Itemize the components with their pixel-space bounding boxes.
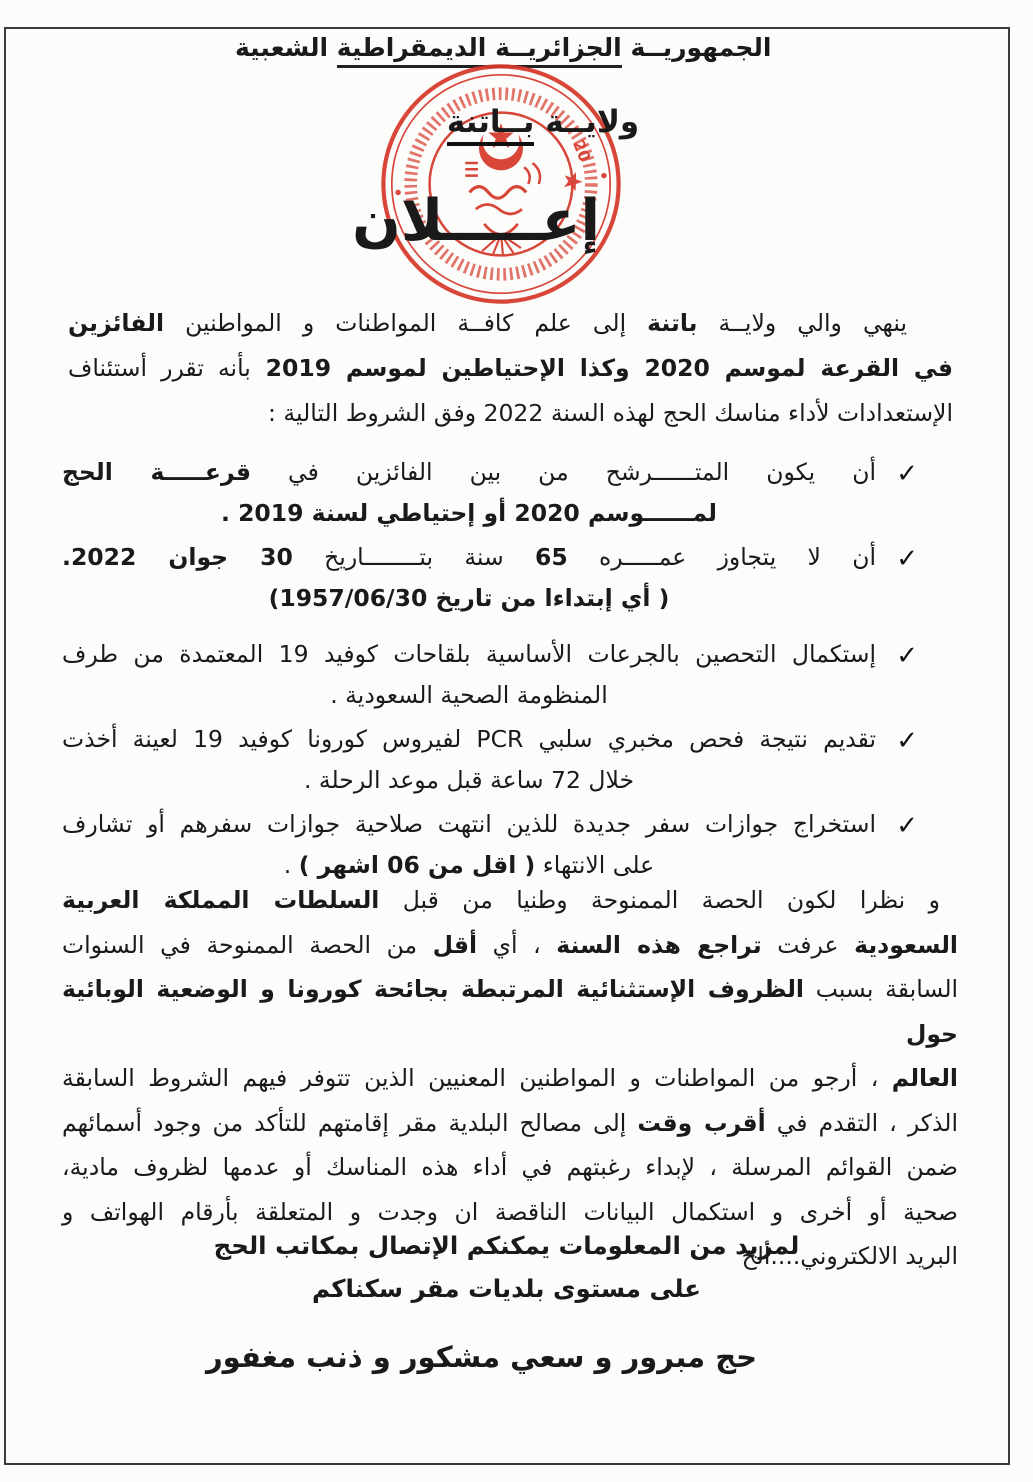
condition-item <box>62 537 918 619</box>
footer-line: لمزيد من المعلومات يمكنكم الإتصال بمكاتب الحج <box>213 1231 800 1260</box>
text-run: لمــــــوسم 2020 أو إحتياطي لسنة 2019 . <box>220 499 718 527</box>
checkmark-icon: ✓ <box>896 544 918 574</box>
text-run: العالم <box>891 1064 958 1092</box>
stamp-rim-year: 20 <box>568 137 595 165</box>
text-run: المنظومة الصحية السعودية . <box>330 681 608 709</box>
condition-item <box>62 719 918 801</box>
condition-line <box>62 804 876 845</box>
text-run: الفائزين <box>68 309 165 337</box>
text-run: على الانتهاء <box>535 851 655 879</box>
text-run: البريد الالكتروني....ألخ <box>741 1242 958 1270</box>
announcement-title: إعـــــلان <box>352 188 600 254</box>
intro-line <box>68 391 953 436</box>
text-run: أن يكون المتــــــرشح من بين الفائزين في <box>250 458 876 486</box>
condition-line <box>62 537 876 578</box>
condition-line <box>62 578 876 619</box>
text-run: السعودية <box>854 930 958 959</box>
condition-item <box>62 634 918 716</box>
footer-line: على مستوى بلديات مقر سكناكم <box>312 1274 701 1303</box>
text-run: عرفت <box>761 930 855 959</box>
intro-paragraph <box>68 301 953 436</box>
closing-line <box>62 923 958 968</box>
text-run: ينهي والي ولايــة <box>697 309 907 337</box>
stamp-wilaya-overlay <box>418 104 668 140</box>
wilaya-word: ولايــة <box>545 104 640 140</box>
header-text-underlined: الجزائريــة الديمقراطية <box>337 33 622 68</box>
text-run: خلال 72 ساعة قبل موعد الرحلة . <box>303 766 635 794</box>
text-run: أقرب وقت <box>637 1108 766 1137</box>
condition-line <box>62 719 876 760</box>
condition-line <box>62 493 876 534</box>
checkmark-icon: ✓ <box>896 459 918 489</box>
text-run: 30 جوان 2022. <box>62 543 293 571</box>
header-text: الجمهوريــة <box>621 33 772 62</box>
text-run: ( اقل من 06 اشهر ) <box>298 851 536 879</box>
checkmark-icon: ✓ <box>896 726 918 756</box>
text-run: سنة بتــــــــاريخ <box>292 543 535 571</box>
text-run: الإستعدادات لأداء مناسك الحج لهذه السنة 2022 وفق الشروط التالية : <box>268 399 953 427</box>
closing-line <box>62 967 958 1056</box>
text-run: قرعـــــة الحج <box>62 458 251 486</box>
intro-line <box>68 346 953 391</box>
closing-paragraph <box>62 878 958 1279</box>
checkmark-icon: ✓ <box>896 811 918 841</box>
text-run: من الحصة الممنوحة في السنوات <box>62 930 433 959</box>
text-run: إستكمال التحصين بالجرعات الأساسية بلقاحات كوفيد 19 المعتمدة من طرف <box>62 640 876 668</box>
info-footer <box>0 1224 1013 1310</box>
farewell-line: حج مبرور و سعي مشكور و ذنب مغفور <box>205 1340 758 1374</box>
text-run: إلى علم كافــة المواطنات و المواطنين <box>164 309 648 337</box>
text-run: ، أي <box>477 930 557 959</box>
wilaya-word-underlined: بــاتنة <box>447 104 535 146</box>
condition-line <box>62 634 876 675</box>
checkmark-icon: ✓ <box>896 641 918 671</box>
closing-line <box>62 1056 958 1101</box>
text-run: صحية أو أخرى و استكمال البيانات الناقصة ان وجدت و المتعلقة بأرقام الهواتف و <box>62 1197 958 1226</box>
text-run: أقل <box>432 930 478 959</box>
condition-line <box>62 452 876 493</box>
closing-line <box>62 878 958 923</box>
condition-item <box>62 804 918 886</box>
conditions-list <box>62 452 918 889</box>
condition-item <box>62 452 918 534</box>
text-run: ضمن القوائم المرسلة ، لإبداء رغبتهم في أداء هذه المناسك أو عدمها لظروف مادية، <box>62 1153 958 1181</box>
intro-line <box>68 301 953 346</box>
text-run: في القرعة لموسم 2020 وكذا الإحتياطين لموسم 2019 <box>250 354 954 382</box>
text-run: بأنه تقرر أستئناف <box>68 354 251 382</box>
text-run: 65 <box>535 543 568 571</box>
text-run: أن لا يتجاوز عمـــــره <box>567 543 876 571</box>
text-run: السابقة بسبب <box>804 975 959 1003</box>
text-run: باتنة <box>647 309 698 337</box>
text-run: و نظرا لكون الحصة الممنوحة وطنيا من قبل <box>379 886 940 914</box>
condition-line <box>62 675 876 716</box>
text-run: . <box>283 851 299 879</box>
text-run: السلطات المملكة العربية <box>62 886 380 914</box>
text-run: ، أرجو من المواطنات و المواطنين المعنيين الذين تتوفر فيهم الشروط السابقة <box>62 1064 892 1092</box>
text-run: الظروف الإستثنائية المرتبطة بجائحة كورونا و الوضعية الوبائية حول <box>62 975 958 1048</box>
text-run: تراجع هذه السنة <box>556 930 762 959</box>
text-run: استخراج جوازات سفر جديدة للذين انتهت صلاحية جوازات سفرهم أو تشارف <box>62 810 876 838</box>
closing-line <box>62 1101 958 1146</box>
closing-line <box>62 1145 958 1190</box>
text-run: إلى مصالح البلدية مقر إقامتهم للتأكد من وجود أسمائهم <box>62 1108 638 1137</box>
official-round-stamp-icon <box>352 58 627 310</box>
text-run: تقديم نتيجة فحص مخبري سلبي PCR لفيروس كورونا كوفيد 19 لعينة أخذت <box>62 725 877 753</box>
text-run: الذكر ، التقدم في <box>765 1108 958 1137</box>
condition-line <box>62 760 876 801</box>
text-run: ( أي إبتداءا من تاريخ 1957/06/30) <box>268 584 670 612</box>
header-text: الشعبية <box>235 33 337 62</box>
